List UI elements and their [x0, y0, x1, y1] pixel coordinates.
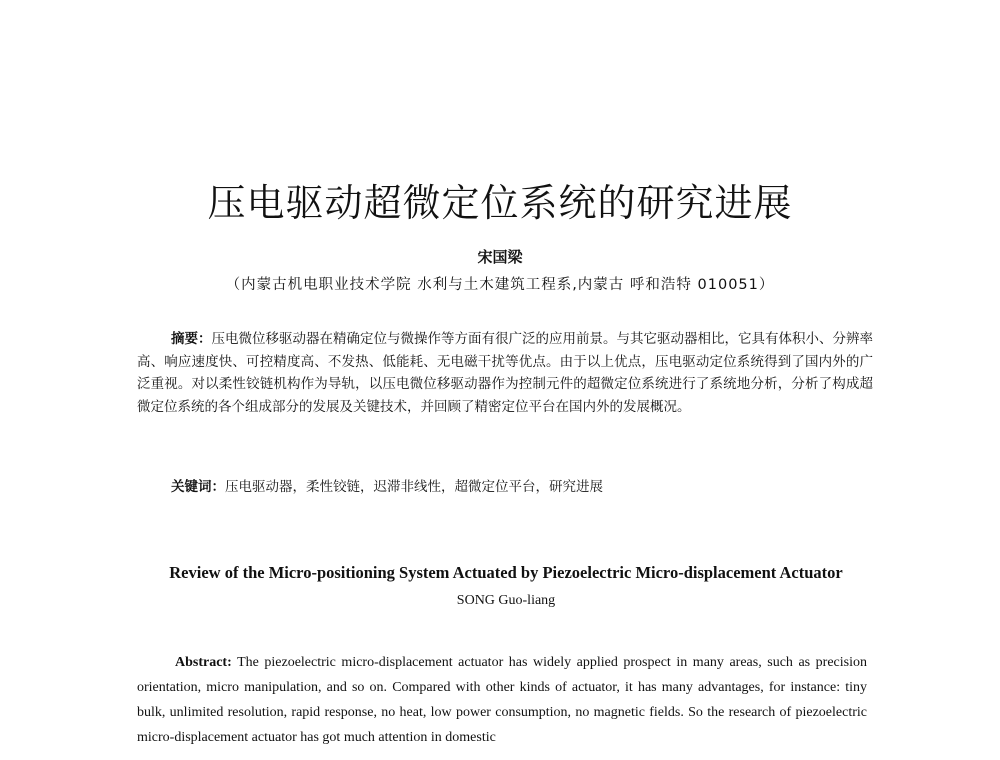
abstract-label-chinese: 摘要：	[171, 331, 212, 347]
affiliation-chinese: （内蒙古机电职业技术学院 水利与土木建筑工程系,内蒙古 呼和浩特 010051）	[225, 277, 775, 293]
author-english: SONG Guo-liang	[456, 593, 556, 608]
abstract-english	[137, 650, 867, 750]
author-chinese: 宋国梁	[477, 248, 523, 266]
abstract-text-chinese: 压电微位移驱动器在精确定位与微操作等方面有很广泛的应用前景。与其它驱动器相比，它具有体积小、分辨率高、响应速度快、可控精度高、不发热、低能耗、无电磁干扰等优点。由于以上优点，压电驱动定位系统得到了国内外的广泛重视。对以柔性铰链机构作为导轨，以压电微位移驱动器作为控制元件的超微定位系统进行了系统地分析，分析了构成超微定位系统的各个组成部分的发展及关键技术，并回顾了精密定位平台在国内外的发展概况。	[137, 331, 873, 415]
keywords-text-chinese: 压电驱动器，柔性铰链，迟滞非线性，超微定位平台，研究进展	[225, 479, 603, 495]
keywords-chinese	[171, 475, 891, 495]
paper-title-chinese: 压电驱动超微定位系统的研究进展	[207, 181, 793, 225]
keywords-label-chinese: 关键词：	[171, 479, 225, 495]
abstract-label-english: Abstract:	[175, 655, 232, 670]
abstract-text-english: The piezoelectric micro-displacement actuator has widely applied prospect in many areas, such as precision orientation, micro manipulation, and so on. Compared with other kinds of actuator, it has many advantages, for instance: tiny bulk, unlimited resolution, rapid response, no heat, low power consumption, no magnetic fields. So the research of piezoelectric micro-displacement actuator has got much attention in domestic	[137, 655, 867, 745]
paper-title-english: Review of the Micro-positioning System Actuated by Piezoelectric Micro-displacement Actuator	[169, 563, 843, 582]
abstract-chinese	[137, 328, 873, 418]
